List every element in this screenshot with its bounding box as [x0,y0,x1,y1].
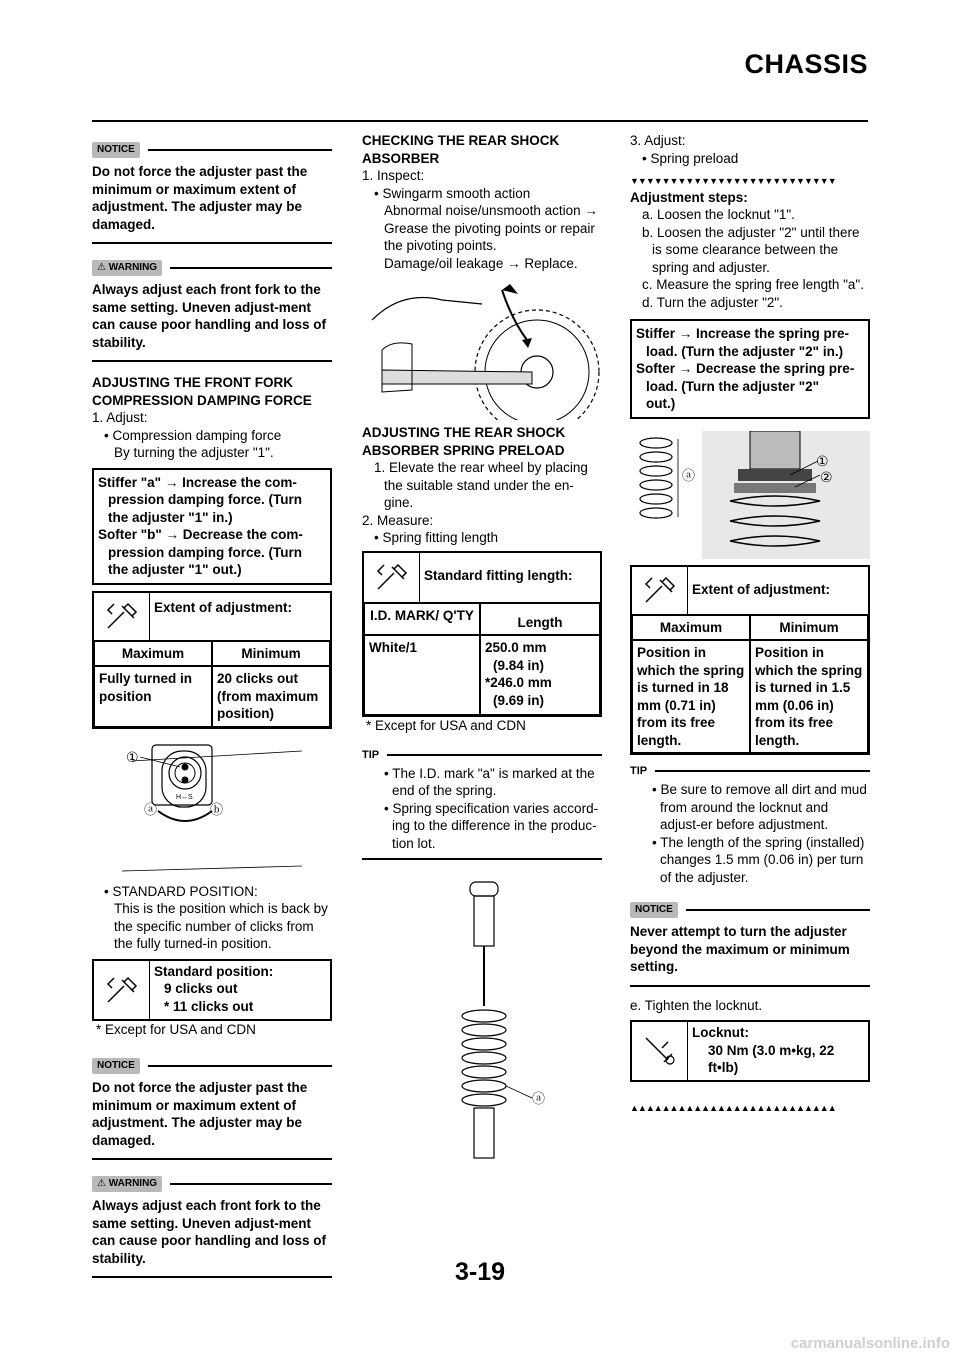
callout-1: ① [816,452,829,469]
divider [655,770,870,772]
shock-absorber-figure [362,876,602,1166]
tip-bullet: • The I.D. mark "a" is marked at the end of the spring. [384,765,595,798]
spec-title: Locknut: [692,1025,749,1040]
adjuster-figure [92,741,332,879]
warning-icon: ⚠ [97,262,109,273]
divider [148,1065,332,1067]
notice-label: NOTICE [92,1058,140,1074]
box-line: Softer → Decrease the spring pre- [636,361,855,376]
warning-icon: ⚠ [97,1178,109,1189]
table-title: Extent of adjustment: [692,581,831,597]
triangle-rule-top: ▼▼▼▼▼▼▼▼▼▼▼▼▼▼▼▼▼▼▼▼▼▼▼▼▼▼ [630,176,836,186]
divider [686,909,870,911]
header-rule [92,120,868,122]
box-line: Stiffer "a" → Increase the com- [98,474,297,490]
stiffer-softer-box [630,319,870,419]
table-cell: Fully turned in position [94,666,212,727]
wrench-icon [364,553,420,602]
section-title: ADJUSTING THE FRONT FORK COMPRESSION DAMPING FORCE [92,375,312,408]
table-cell: White/1 [364,635,480,715]
column-left [92,132,332,1278]
wrench-icon [94,961,150,1019]
divider [362,858,602,860]
divider [148,149,332,151]
step: 2. Measure: [362,512,434,528]
callout-b: ⓑ [210,801,224,817]
warning-label: ⚠ WARNING [92,1176,162,1192]
divider [92,360,332,362]
step: 3. Adjust: [630,133,686,148]
bullet: • Swingarm smooth action [374,185,531,201]
column-right [630,132,870,1116]
stiffer-softer-box [92,468,332,585]
tip-bar [630,761,870,781]
warning-bar [92,258,332,278]
step: 1. Elevate the rear wheel by placing the suitable stand under the en-gine. [374,460,588,510]
extent-table [630,565,870,756]
bullet: • Spring fitting length [374,530,499,545]
torque-wrench-icon [632,1022,688,1080]
callout-a: ⓐ [532,1091,546,1106]
extent-table [92,591,332,729]
box-line: load. (Turn the adjuster "2" [646,378,820,394]
bullet-detail: Damage/oil leakage → Replace. [384,255,578,271]
tip-bullet: • Spring specification varies accord-ing to the difference in the produc-tion lot. [384,800,599,851]
notice-bar [630,900,870,920]
notice-bar [92,140,332,160]
bullet: • Compression damping force [104,427,282,443]
section-title: CHECKING THE REAR SHOCK ABSORBER [362,133,560,166]
table-cell: 20 clicks out (from maximum position) [212,666,330,727]
wrench-icon [632,567,688,614]
step: 1. Adjust: [92,410,148,425]
box-line: the adjuster "1" in.) [108,509,233,525]
notice-bar [92,1056,332,1076]
spec-value: 9 clicks out [164,981,238,996]
box-line: out.) [646,396,676,411]
column-middle [362,132,602,1166]
bullet: • STANDARD POSITION: [104,883,258,899]
divider [387,754,602,756]
spec-value: ft•lb) [708,1060,739,1075]
bullet-detail: Abnormal noise/unsmooth action → Grease the pivoting points or repair the pivoting points. [384,203,598,253]
tip-bar [362,745,602,765]
table-cell: 250.0 mm (9.84 in) *246.0 mm (9.69 in) [480,635,600,715]
page-title: CHASSIS [744,49,868,79]
notice-text: Never attempt to turn the adjuster beyond the maximum or minimum setting. [630,924,850,974]
substep: c. Measure the spring free length "a". [642,277,864,292]
table-header: Maximum [94,641,212,667]
notice-text: Do not force the adjuster past the minimum or maximum extent of adjustment. The adjuster may be damaged. [92,1080,308,1148]
table-header: Minimum [750,615,868,641]
section-title: ADJUSTING THE REAR SHOCK ABSORBER SPRING PRELOAD [362,425,566,458]
hs-mark: H↔S [176,793,193,801]
preload-figure [630,431,870,559]
watermark: carmanualsonline.info [790,1334,950,1352]
footnote: * Except for USA and CDN [366,718,526,733]
substep: d. Turn the adjuster "2". [642,294,783,310]
box-line: pression damping force. (Turn [108,492,303,507]
table-title: Standard fitting length: [424,567,573,583]
box-line: pression damping force. (Turn [108,544,303,560]
table-title: Extent of adjustment: [154,599,293,615]
table-header: Minimum [212,641,330,667]
triangle-rule-bottom: ▲▲▲▲▲▲▲▲▲▲▲▲▲▲▲▲▲▲▲▲▲▲▲▲▲▲ [630,1103,836,1113]
tip-label: TIP [630,765,648,777]
locknut-spec-box [630,1020,870,1082]
tip-bullet: • The length of the spring (installed) changes 1.5 mm (0.06 in) per turn of the adjuster. [652,834,865,885]
wrench-icon [94,593,150,640]
warning-text: Always adjust each front fork to the same setting. Uneven adjust-ment can cause poor handling and loss of stability. [92,282,327,350]
box-line: load. (Turn the adjuster "2" in.) [646,343,844,359]
divider [92,1158,332,1160]
notice-text: Do not force the adjuster past the minimum or maximum extent of adjustment. The adjuster may be damaged. [92,164,308,232]
table-cell: Position in which the spring is turned in 1.5 mm (0.06 in) from its free length. [750,640,868,753]
box-line: Stiffer → Increase the spring pre- [636,326,850,341]
page-number: 3-19 [454,1258,506,1286]
spec-value: * 11 clicks out [164,998,254,1014]
step-detail: By turning the adjuster "1". [114,445,274,460]
callout-a: ⓐ [682,467,696,483]
divider [170,1183,332,1185]
callout-2: ② [820,468,833,485]
table-header: Maximum [632,615,750,641]
spec-value: 30 Nm (3.0 m•kg, 22 [708,1042,835,1058]
table-cell: Position in which the spring is turned in 18 mm (0.71 in) from its free length. [632,640,750,753]
fitting-length-table [362,551,602,718]
substep: a. Loosen the locknut "1". [642,207,795,222]
warning-bar [92,1174,332,1194]
swingarm-figure [362,280,602,420]
warning-text: Always adjust each front fork to the same setting. Uneven adjust-ment can cause poor handling and loss of stability. [92,1198,327,1266]
step: 1. Inspect: [362,168,425,183]
spec-title: Standard position: [154,963,274,979]
standard-position-box [92,959,332,1021]
divider [170,267,332,269]
callout-1: ① [126,748,139,765]
callout-a: ⓐ [144,801,158,817]
warning-label: ⚠ WARNING [92,260,162,276]
tip-label: TIP [362,748,380,761]
bullet-detail: This is the position which is back by the specific number of clicks from the fully turned-in position. [114,901,328,951]
table-header: Length [480,603,600,636]
substep: e. Tighten the locknut. [630,997,763,1013]
divider [630,985,870,987]
box-line: Softer "b" → Decrease the com- [98,527,303,542]
notice-label: NOTICE [630,902,678,918]
substep: b. Loosen the adjuster "2" until there is some clearance between the spring and adjuster. [642,224,860,275]
table-header: I.D. MARK/ Q'TY [364,603,480,636]
tip-bullet: • Be sure to remove all dirt and mud from around the locknut and adjust-er before adjustment. [652,782,867,832]
divider [92,242,332,244]
notice-label: NOTICE [92,142,140,158]
adjustment-steps-title: Adjustment steps: [630,189,748,205]
box-line: the adjuster "1" out.) [108,562,242,577]
bullet: • Spring preload [642,150,739,166]
footnote: * Except for USA and CDN [96,1021,256,1037]
